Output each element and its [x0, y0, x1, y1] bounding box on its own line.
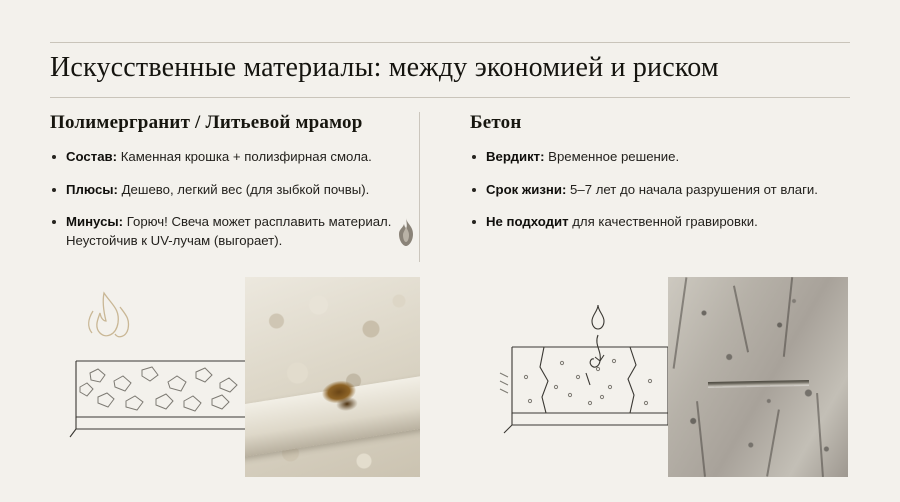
column-polymergranite: [50, 112, 430, 265]
bullet-label: Не подходит: [486, 214, 569, 230]
crack-line: [733, 286, 749, 353]
bullet-label: Состав:: [66, 149, 118, 164]
bullet-text: Дешево, легкий вес (для зыбкой почвы).: [117, 181, 370, 197]
list-item: [50, 213, 421, 250]
content-columns: [50, 112, 850, 265]
bullet-label: Плюсы:: [66, 181, 118, 197]
list-item: [470, 181, 841, 200]
crack-line: [672, 277, 687, 368]
crack-line: [783, 277, 793, 357]
crack-line: [816, 393, 824, 477]
column-heading-left: Полимергранит / Литьевой мрамор: [50, 112, 363, 133]
list-item: [470, 148, 841, 167]
water-drop-crack-concrete-diagram: [490, 277, 690, 457]
list-item: [50, 148, 421, 167]
crack-line: [696, 401, 706, 477]
bullet-label: Минусы:: [66, 214, 124, 230]
bullet-label: Вердикт:: [486, 149, 545, 164]
bullet-text: Каменная крошка + полизфирная смола.: [117, 149, 372, 164]
column-heading-right: Бетон: [470, 112, 522, 133]
list-item: [470, 213, 841, 232]
engraved-groove: [708, 380, 809, 387]
column-concrete: [470, 112, 850, 265]
flame-over-aggregate-slab-diagram: [60, 277, 260, 457]
figures-row: [50, 277, 850, 477]
bullet-text: Временное решение.: [544, 149, 680, 164]
top-divider: [50, 42, 850, 43]
quartz-slab-burn-photo: [245, 277, 420, 477]
title-divider: [50, 97, 850, 98]
page-title: Искусственные материалы: между экономией и риском: [50, 52, 719, 83]
flame-icon: [395, 217, 417, 247]
cracked-concrete-photo: [668, 277, 848, 477]
bullet-list-left: [50, 148, 430, 251]
bullet-text: 5–7 лет до начала разрушения от влаги.: [566, 181, 818, 197]
bullet-list-right: [470, 148, 850, 232]
bullet-text: для качественной гравировки.: [568, 214, 758, 230]
bullet-label: Срок жизни:: [486, 181, 567, 197]
bullet-text: Горюч! Свеча может расплавить материал. Неустойчив к UV-лучам (выгорает).: [66, 214, 392, 249]
crack-line: [767, 409, 781, 476]
list-item: [50, 181, 421, 200]
